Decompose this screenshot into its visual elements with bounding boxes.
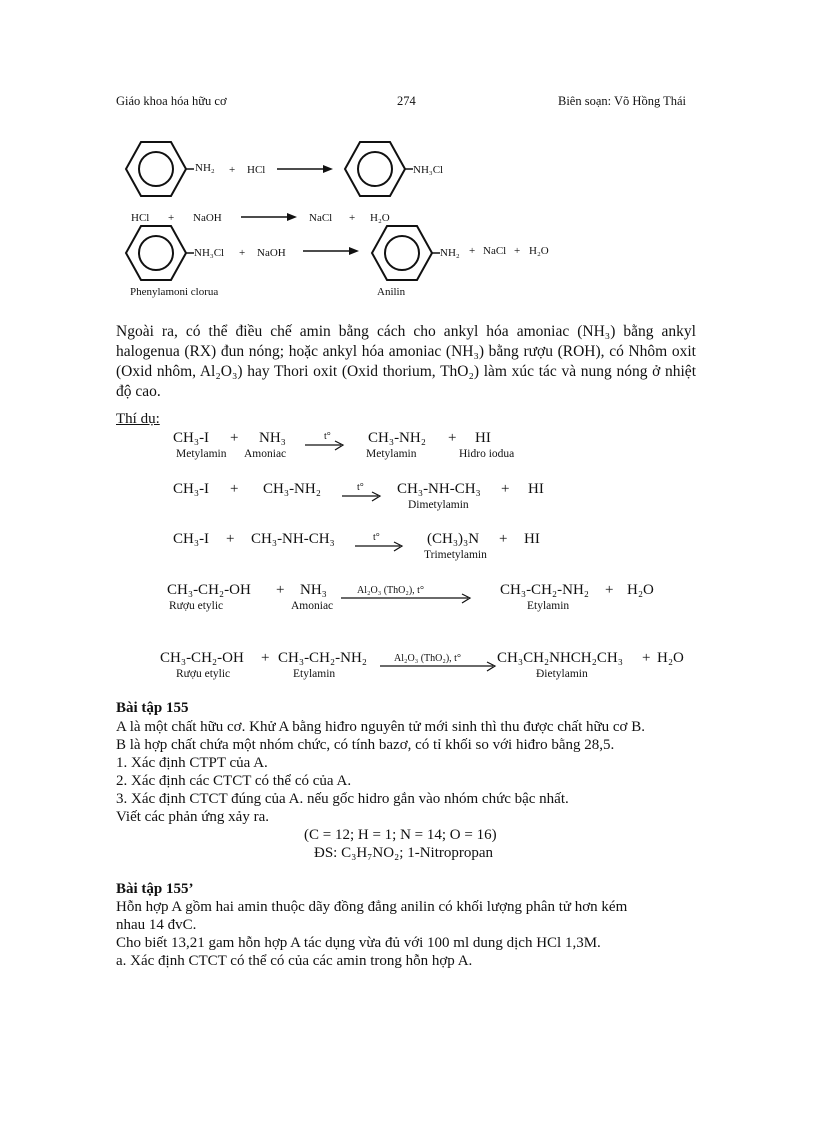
e1-c: CH₃-NH₂: [368, 430, 426, 446]
benzene-ring-icon: [343, 140, 413, 202]
r3-product: NH₂: [440, 247, 460, 259]
r3-plus3: +: [514, 245, 521, 257]
e1-arrow-icon: [305, 441, 345, 453]
e1-b: NH₃: [259, 430, 286, 446]
e4-plus1: +: [276, 582, 285, 598]
ex155b-line3: Cho biết 13,21 gam hỗn hợp A tác dụng vừa đủ với 100 ml dung dịch HCl 1,3M.: [116, 935, 601, 951]
r3-label-right: Anilin: [377, 286, 406, 298]
e4-arrow-icon: [341, 594, 473, 606]
ex155-item-1: 1. Xác định CTPT của A.: [116, 755, 268, 771]
ex155b-line4: a. Xác định CTCT có thể có của các amin trong hỗn hợp A.: [116, 953, 473, 969]
e1-d: HI: [475, 430, 491, 446]
r3-p3: H₂O: [529, 245, 549, 257]
e5-a: CH₃-CH₂-OH: [160, 650, 244, 666]
e3-a: CH₃-I: [173, 531, 210, 547]
r2-arrow-icon: [241, 211, 297, 223]
e2-plus2: +: [501, 481, 510, 497]
ex155b-line1: Hỗn hợp A gồm hai amin thuộc dãy đồng đẳng anilin có khối lượng phân tử hơn kém: [116, 899, 628, 915]
header-left: Giáo khoa hóa hữu cơ: [116, 94, 227, 108]
e4-label-a: Rượu etylic: [169, 600, 224, 612]
r2-d: H₂O: [370, 212, 390, 224]
e4-plus2: +: [605, 582, 614, 598]
e2-c: CH₃-NH-CH₃: [397, 481, 481, 497]
e1-label-b: Amoniac: [244, 448, 287, 460]
e5-b: CH₃-CH₂-NH₂: [278, 650, 368, 666]
r3-label-left: Phenylamoni clorua: [130, 286, 219, 298]
r3-p2: NaCl: [483, 245, 507, 257]
benzene-ring-icon: [124, 140, 194, 202]
e3-plus2: +: [499, 531, 508, 547]
e1-label-d: Hidro iodua: [459, 448, 515, 460]
e2-d: HI: [528, 481, 544, 497]
e5-label-a: Rượu etylic: [176, 668, 231, 680]
e1-label-c: Metylamin: [366, 448, 417, 460]
ex155-item-3: 3. Xác định CTCT đúng của A. nếu gốc hidro gắn vào nhóm chức bậc nhất.: [116, 791, 569, 807]
e2-label-c: Dimetylamin: [408, 499, 469, 511]
r2-b: NaOH: [193, 212, 222, 224]
e1-cond: t°: [324, 431, 331, 442]
e4-label-c: Etylamin: [527, 600, 570, 612]
ex155-line2: B là hợp chất chứa một nhóm chức, có tính bazơ, có tỉ khối so với hiđro bằng 28,5.: [116, 737, 615, 753]
r2-c: NaCl: [309, 212, 333, 224]
intro-paragraph: Ngoài ra, có thể điều chế amin bằng cách cho ankyl hóa amoniac (NH₃) bằng ankyl halogenua (RX) đun nóng; hoặc ankyl hóa amoniac (NH₃) bằng rượu (ROH), có Nhôm oxit (Oxid nhôm, Al₂O₃) hay Thori oxit (Oxid thorium, ThO₂) làm xúc tác và nung nóng ở nhiệt độ cao.: [116, 323, 696, 400]
ex155-masses: (C = 12; H = 1; N = 14; O = 16): [304, 827, 497, 843]
ex155-line3: Viết các phản ứng xảy ra.: [116, 809, 269, 825]
ex155-title: Bài tập 155: [116, 700, 189, 716]
r3-plus2: +: [469, 245, 476, 257]
r3-arrow-icon: [303, 245, 359, 257]
e4-a: CH₃-CH₂-OH: [167, 582, 251, 598]
benzene-ring-icon: [124, 224, 194, 286]
e4-c: CH₃-CH₂-NH₂: [500, 582, 590, 598]
e5-label-c: Đietylamin: [536, 668, 588, 680]
e4-cond: Al₂O₃ (ThO₂), t°: [357, 585, 424, 596]
r1-plus: +: [229, 164, 236, 176]
e1-label-a: Metylamin: [176, 448, 227, 460]
e3-plus1: +: [226, 531, 235, 547]
r2-plus1: +: [168, 212, 175, 224]
ex155-line1: A là một chất hữu cơ. Khử A bằng hiđro nguyên tử mới sinh thì thu được chất hữu cơ B.: [116, 719, 645, 735]
example-title: Thí dụ:: [116, 411, 160, 427]
e5-cond: Al₂O₃ (ThO₂), t°: [394, 653, 461, 664]
e1-plus1: +: [230, 430, 239, 446]
r1-reactant: NH₂: [195, 162, 215, 174]
e1-a: CH₃-I: [173, 430, 210, 446]
r3-reactant: NH₃Cl: [194, 247, 225, 259]
header-right: Biên soạn: Võ Hồng Thái: [558, 94, 687, 108]
r1-product: NH₃Cl: [413, 164, 444, 176]
ex155-answer: ĐS: C₃H₇NO₂; 1-Nitropropan: [314, 845, 494, 861]
e2-cond: t°: [357, 482, 364, 493]
e1-plus2: +: [448, 430, 457, 446]
ex155-item-2: 2. Xác định các CTCT có thể có của A.: [116, 773, 352, 789]
e4-d: H₂O: [627, 582, 654, 598]
e5-d: H₂O: [657, 650, 684, 666]
e5-arrow-icon: [380, 662, 498, 674]
e5-label-b: Etylamin: [293, 668, 336, 680]
r1-reagent: HCl: [247, 164, 266, 176]
r1-arrow-icon: [277, 163, 333, 175]
r2-plus2: +: [349, 212, 356, 224]
ex155b-line2: nhau 14 đvC.: [116, 917, 197, 933]
benzene-ring-icon: [370, 224, 440, 286]
e2-arrow-icon: [342, 492, 382, 504]
ex155b-title: Bài tập 155’: [116, 881, 194, 897]
e5-plus1: +: [261, 650, 270, 666]
e4-label-b: Amoniac: [291, 600, 334, 612]
r2-a: HCl: [131, 212, 150, 224]
e5-c: CH₃CH₂NHCH₂CH₃: [497, 650, 623, 666]
e3-cond: t°: [373, 532, 380, 543]
e5-plus2: +: [642, 650, 651, 666]
e4-b: NH₃: [300, 582, 327, 598]
e3-c: (CH₃)₃N: [427, 531, 480, 547]
e3-b: CH₃-NH-CH₃: [251, 531, 335, 547]
e2-a: CH₃-I: [173, 481, 210, 497]
e2-plus1: +: [230, 481, 239, 497]
r3-reagent: NaOH: [257, 247, 286, 259]
e3-d: HI: [524, 531, 540, 547]
e2-b: CH₃-NH₂: [263, 481, 321, 497]
r3-plus1: +: [239, 247, 246, 259]
e3-label-c: Trimetylamin: [424, 549, 487, 561]
e3-arrow-icon: [355, 542, 405, 554]
page-number: 274: [397, 94, 416, 108]
